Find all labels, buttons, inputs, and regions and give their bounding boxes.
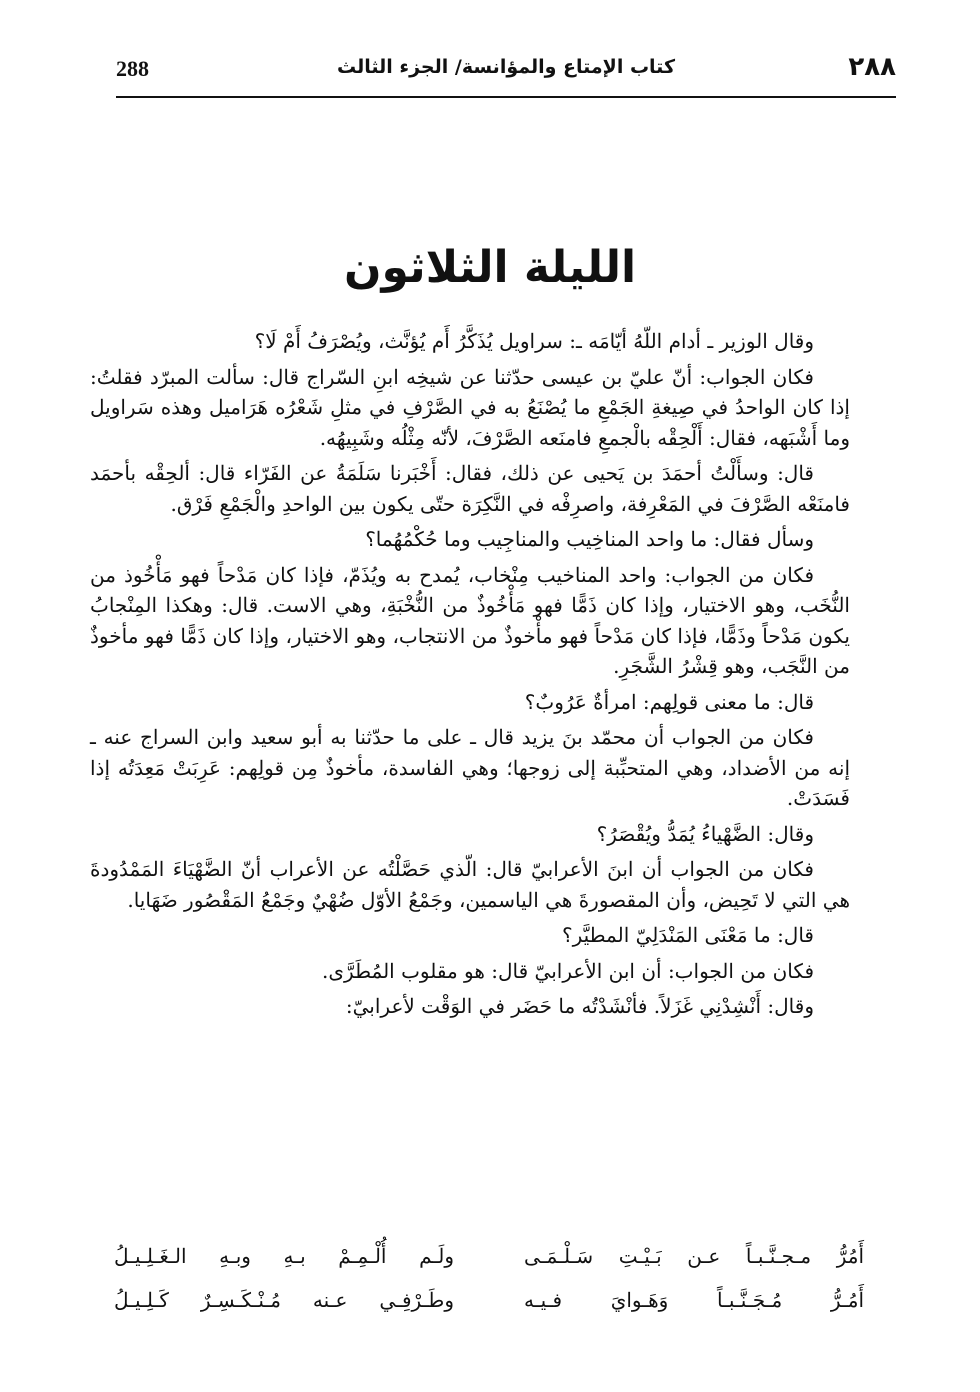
- running-title: كتاب الإمتاع والمؤانسة/ الجزء الثالث: [337, 56, 675, 78]
- poem: [114, 1234, 864, 1322]
- header-rule: [116, 96, 896, 98]
- paragraph: فكان الجواب: أنّ عليّ بن عيسى حدّثنا عن شيخِه ابنِ السّراج قال: سألت المبرّد فقلتُ: إذا كان الواحدُ في صِيغةِ الجَمْعِ ما يُصْنَعُ به في الصَّرْفِ في مثلِ شَعْرُه هَرَاميل وهذه سَراويل وما أَشْبَهه، فقال: أَلْحِقْه بالْجمعِ فامنَعه الصَّرْفَ، لأنّه مِثْلُه وشَبِيهُه.: [90, 364, 850, 450]
- page-number-arabic: ٢٨٨: [848, 52, 896, 82]
- paragraph: فكان من الجواب: أن ابن الأعرابيّ قال: هو مقلوب المُطَرَّى.: [322, 958, 814, 983]
- page-header: [116, 52, 896, 92]
- verse-first-hemistich: أَمُـرُّ مُـجَـنَّـبـاً وَهَـوايَ فـيـه: [524, 1288, 864, 1312]
- verse-first-hemistich: أَمُرُّ مـجـنَّـبـاً عـن بَـيْـتِ سَـلْـمَـى: [524, 1244, 864, 1268]
- verse-line: [114, 1234, 864, 1278]
- body-text: [90, 326, 850, 1024]
- verse-line: [114, 1278, 864, 1322]
- chapter-title: الليلة الثلاثون: [343, 242, 637, 293]
- verse-second-hemistich: وطَـرْفِـي عـنه مُـنْـكَـسِـرٌ كَـلِـيـلُ: [114, 1288, 454, 1312]
- paragraph: فكان من الجواب: واحد المناخيب مِنْخاب، يُمدح به ويُذَمّ، فإذا كان مَدْحاً فهو مَأْخُوذ من النُّخَب، وهو الاختيار، وإذا كان ذَمًّا فهو مَأْخُوذٌ من النُّخْبَةِ، وهي الاست. قال: وهكذا المِنْجابُ يكون مَدْحاً وذَمًّا، فإذا كان مَدْحاً فهو مأْخوذٌ من الانتجاب، وهو الاختيار، وإذا كان ذَمًّا فهو مأخوذٌ من النَّجَب، وهو قِشْرُ الشَّجَرِ.: [90, 562, 850, 678]
- page-number-latin: 288: [116, 56, 149, 81]
- paragraph: وقال: الضَّهْياءُ يُمَدُّ ويُقْصَرُ؟: [596, 821, 814, 846]
- paragraph: وقال الوزير ـ أدام اللّهُ أيّامَه ـ: سراويل يُذَكَّرُ أَم يُؤنَّث، ويُصْرَفُ أَمْ لَا؟: [254, 329, 814, 353]
- paragraph: وقال: أَنْشِدْنِي غَزَلاً. فأنْشَدْتُه ما حَضَر في الوَقْت لأعرابيّ:: [345, 994, 814, 1018]
- paragraph: قال: ما مَعْنَى المَنْدَلِيّ المطيَّر؟: [561, 923, 814, 947]
- paragraph: قال: وسأَلْتُ أحمَدَ بن يَحيى عن ذلك، فقال: أَخْبَرنا سَلَمَةُ عن الفَرّاء قال: ألحِقْه بأحمَد فامنَعْه الصَّرْفَ في المَعْرِفة، واصرِفْه في النَّكِرَة حتّى يكون بين الواحدِ والْجَمْعِ فَرْق.: [90, 461, 850, 516]
- paragraph: فكان من الجواب أن محمّد بنَ يزيد قال ـ على ما حدّثنا به أبو سعيد وابن السراج عنه ـ إنه من الأضداد، وهي المتحبِّبة إلى زوجها؛ وهي الفاسدة، مأخوذٌ مِن قولِهم: عَرِبَتْ مَعِدَتُه إذا فَسَدَتْ.: [90, 725, 850, 810]
- paragraph: قال: ما معنى قولِهم: امرأةٌ عَرُوبٌ؟: [524, 689, 814, 714]
- paragraph: وسأل فقال: ما واحد المناخِيب والمناجِيب وما حُكْمُهُما؟: [365, 527, 814, 551]
- paragraph: فكان من الجواب أن ابنَ الأعرابيّ قال: الّذي حَصَّلْتُه عن الأعراب أنّ الضَّهْيَاءَ المَمْدُودةَ هي التي لا تَحِيض، وأن المقصورةَ هي الياسمين، وجَمْعُ الأوّل ضُهْيٌ وجَمْعُ المَقْصُور ضَهَايا.: [90, 857, 850, 912]
- verse-second-hemistich: ولَـم أُلْـمِـمْ بـهِ وبـهِ الـغَـلِـيـلُ: [114, 1244, 454, 1268]
